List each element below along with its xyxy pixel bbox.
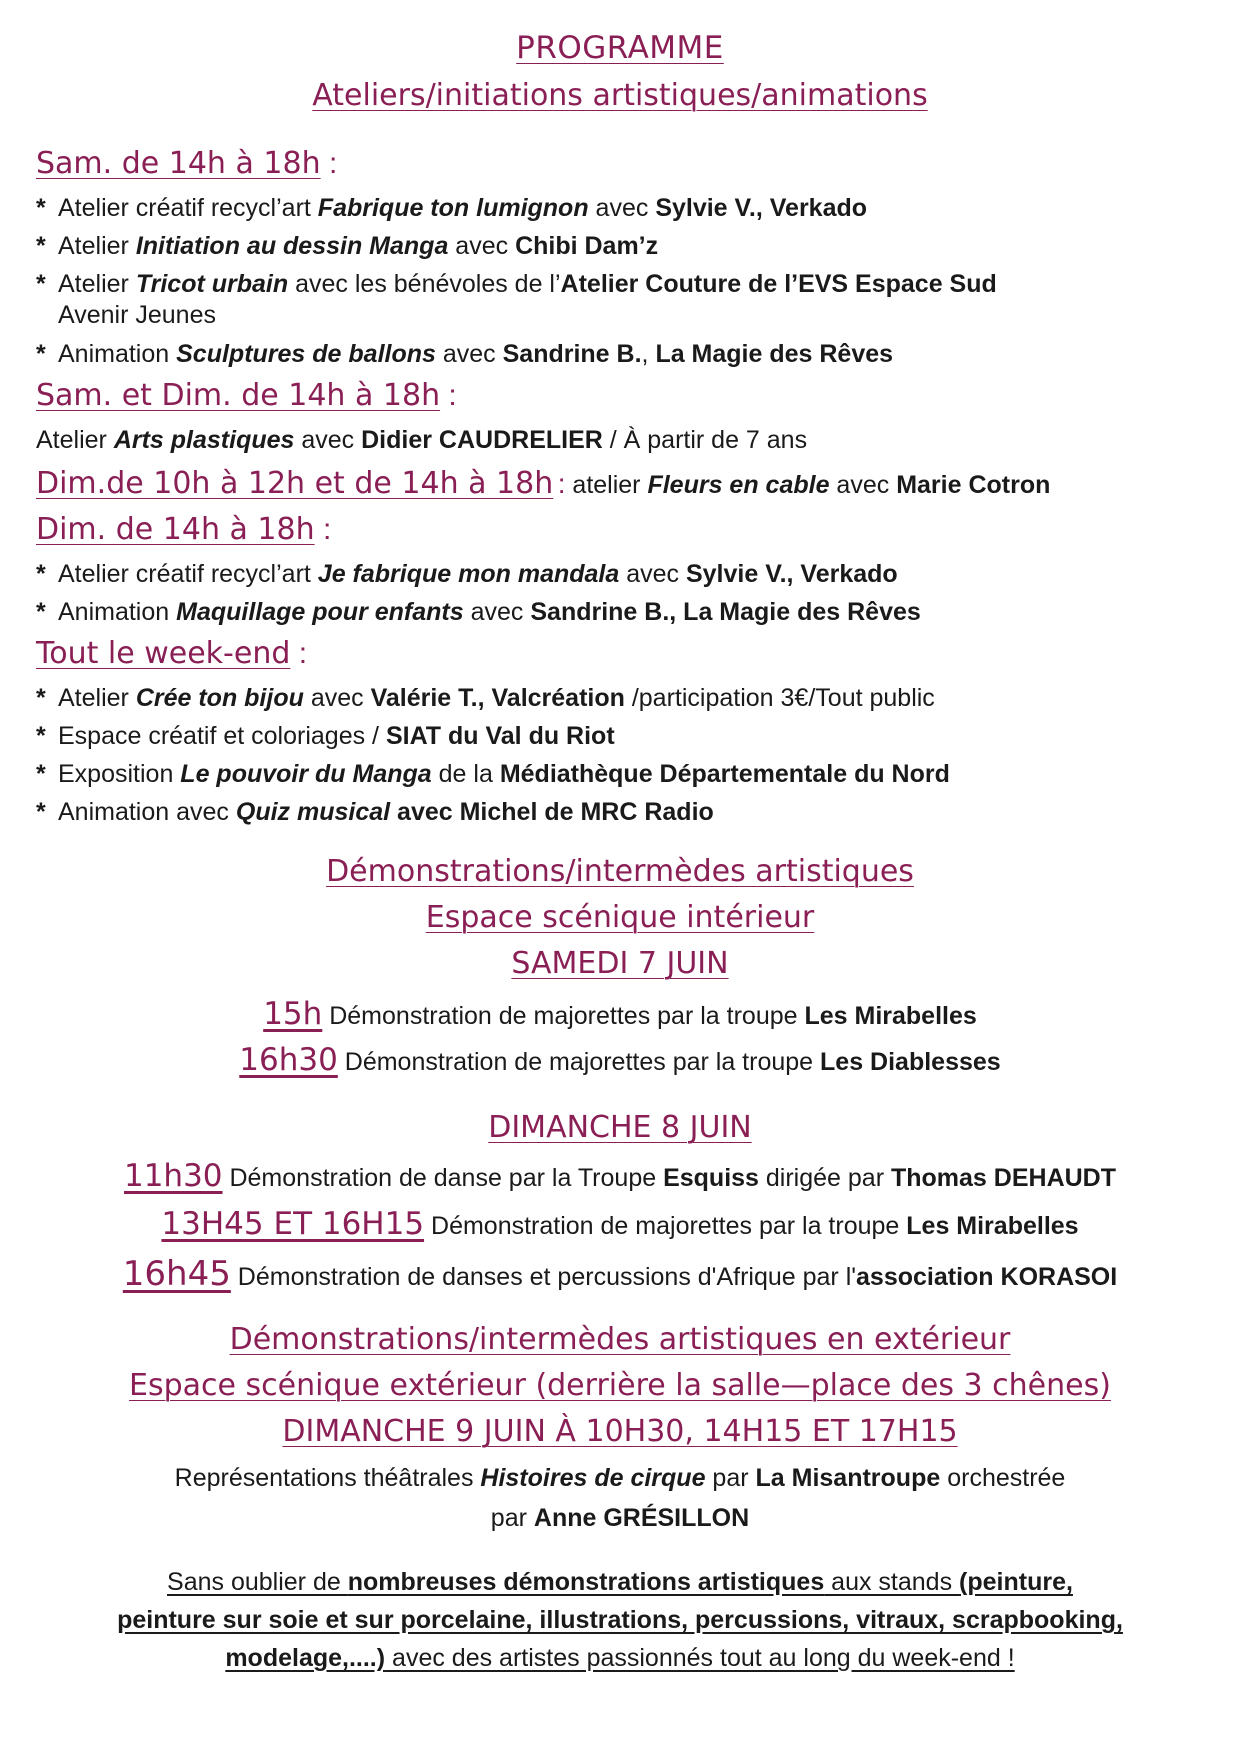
- asterisk-icon: *: [36, 722, 46, 750]
- asterisk-icon: *: [36, 798, 46, 826]
- list-item: Atelier Arts plastiques avec Didier CAUDRELIER / À partir de 7 ans: [36, 426, 808, 454]
- saturday-date-heading: SAMEDI 7 JUIN: [511, 946, 729, 981]
- asterisk-icon: *: [36, 232, 46, 260]
- demos-outdoor-subtitle: Espace scénique extérieur (derrière la salle—place des 3 chênes): [129, 1368, 1111, 1403]
- asterisk-icon: *: [36, 560, 46, 588]
- section-heading-weekend: Tout le week-end :: [36, 636, 308, 671]
- sunday-date-heading: DIMANCHE 8 JUIN: [488, 1110, 752, 1145]
- asterisk-icon: *: [36, 340, 46, 368]
- asterisk-icon: *: [36, 194, 46, 222]
- schedule-row: 16h30 Démonstration de majorettes par la troupe Les Diablesses: [239, 1042, 1001, 1078]
- list-item: * Animation Maquillage pour enfants avec Sandrine B., La Magie des Rêves: [36, 598, 921, 626]
- asterisk-icon: *: [36, 270, 46, 298]
- asterisk-icon: *: [36, 598, 46, 626]
- list-item: * Espace créatif et coloriages / SIAT du Val du Riot: [36, 722, 615, 750]
- list-item: * Animation avec Quiz musical avec Michel de MRC Radio: [36, 798, 714, 826]
- list-item: * Atelier Tricot urbain avec les bénévoles de l’Atelier Couture de l’EVS Espace Sud: [36, 270, 997, 298]
- schedule-row: 15h Démonstration de majorettes par la troupe Les Mirabelles: [263, 996, 977, 1032]
- demos-outdoor-title: Démonstrations/intermèdes artistiques en extérieur: [229, 1322, 1011, 1357]
- list-item: * Atelier créatif recycl’art Je fabrique mon mandala avec Sylvie V., Verkado: [36, 560, 898, 588]
- list-item: * Atelier Crée ton bijou avec Valérie T., Valcréation /participation 3€/Tout public: [36, 684, 935, 712]
- page-subtitle: Ateliers/initiations artistiques/animations: [312, 78, 928, 113]
- schedule-row: 16h45 Démonstration de danses et percussions d'Afrique par l'association KORASOI: [122, 1254, 1118, 1294]
- demos-indoor-title: Démonstrations/intermèdes artistiques: [326, 854, 914, 889]
- section-heading-sunday: Dim. de 14h à 18h :: [36, 512, 332, 547]
- asterisk-icon: *: [36, 760, 46, 788]
- theatre-line: Représentations théâtrales Histoires de cirque par La Misantroupe orchestrée: [174, 1464, 1066, 1492]
- list-item: * Animation Sculptures de ballons avec Sandrine B., La Magie des Rêves: [36, 340, 894, 368]
- page-title: PROGRAMME: [516, 30, 724, 66]
- section-heading-saturday-sunday: Sam. et Dim. de 14h à 18h :: [36, 378, 457, 413]
- schedule-row: 11h30 Démonstration de danse par la Troupe Esquiss dirigée par Thomas DEHAUDT: [123, 1158, 1116, 1194]
- footer-note: modelage,....) avec des artistes passionnés tout au long du week-end !: [225, 1644, 1015, 1672]
- list-item: * Atelier Initiation au dessin Manga avec Chibi Dam’z: [36, 232, 659, 260]
- theatre-line: par Anne GRÉSILLON: [490, 1504, 750, 1532]
- asterisk-icon: *: [36, 684, 46, 712]
- list-item: * Exposition Le pouvoir du Manga de la Médiathèque Départementale du Nord: [36, 760, 950, 788]
- list-item: * Atelier créatif recycl’art Fabrique ton lumignon avec Sylvie V., Verkado: [36, 194, 868, 222]
- section-heading-saturday: Sam. de 14h à 18h :: [36, 146, 338, 181]
- list-item-continuation: Avenir Jeunes: [58, 301, 216, 329]
- outdoor-date-heading: DIMANCHE 9 JUIN À 10H30, 14H15 ET 17H15: [282, 1414, 958, 1449]
- schedule-row: 13H45 ET 16H15 Démonstration de majorettes par la troupe Les Mirabelles: [161, 1206, 1079, 1242]
- footer-note: Sans oublier de nombreuses démonstrations artistiques aux stands (peinture,: [167, 1568, 1073, 1596]
- section-heading-sunday-morning: Dim.de 10h à 12h et de 14h à 18h : atelier Fleurs en cable avec Marie Cotron: [36, 466, 1051, 501]
- footer-note: peinture sur soie et sur porcelaine, illustrations, percussions, vitraux, scrapbooking,: [117, 1606, 1123, 1634]
- demos-indoor-subtitle: Espace scénique intérieur: [425, 900, 815, 935]
